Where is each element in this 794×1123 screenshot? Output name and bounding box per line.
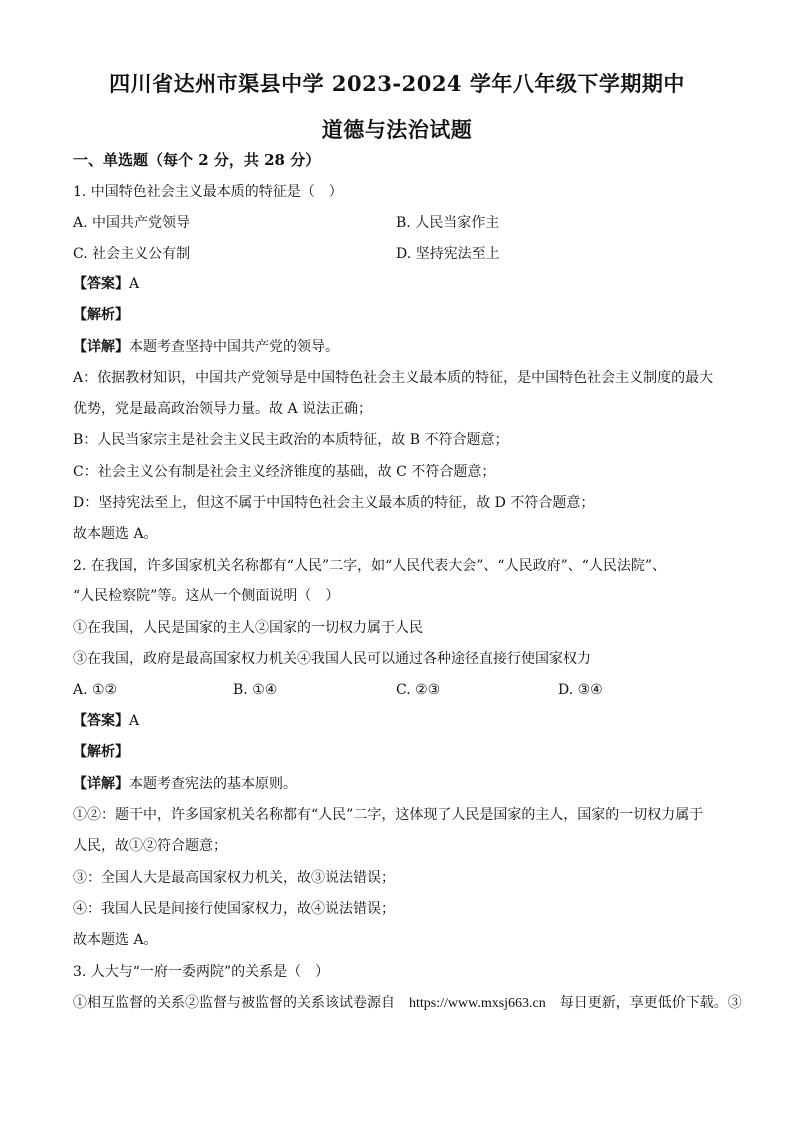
- question-3-items-end: 每日更新，享更低价下载。③: [559, 995, 742, 1011]
- question-1-explain-b: B：人民当家宗主是社会主义民主政治的本质特征，故 B 不符合题意；: [73, 432, 509, 448]
- question-1-stem: 1. 中国特色社会主义最本质的特征是（ ）: [73, 184, 343, 200]
- document-subtitle: 道德与法治试题: [321, 117, 473, 142]
- detail-text: 本题考查宪法的基本原则。: [129, 776, 297, 792]
- detail-tag: 【详解】: [73, 339, 129, 355]
- question-3-stem: 3. 人大与“一府一委两院”的关系是（ ）: [73, 964, 330, 980]
- question-1-explain-a-2: 优势，党是最高政治领导力量。故 A 说法正确；: [73, 401, 373, 417]
- question-2-answer: [73, 711, 139, 731]
- question-2-explain-3: ③：全国人大是最高国家权力机关，故③说法错误；: [73, 870, 395, 886]
- question-2-detail: [73, 774, 297, 794]
- question-2-option-c: C. ②③: [396, 682, 441, 698]
- question-1-detail: [73, 337, 339, 357]
- question-3-line-1: [73, 993, 742, 1014]
- source-url: https://www.mxsj663.cn: [409, 996, 546, 1011]
- question-1-option-d: D. 坚持宪法至上: [396, 246, 500, 262]
- question-2-conclusion: 故本题选 A。: [73, 932, 158, 948]
- answer-value: A: [129, 276, 140, 292]
- question-2-items-1-2: ①在我国，人民是国家的主人②国家的一切权力属于人民: [73, 620, 423, 636]
- detail-text: 本题考查坚持中国共产党的领导。: [129, 339, 339, 355]
- question-1-option-b: B. 人民当家作主: [396, 215, 500, 231]
- question-1-conclusion: 故本题选 A。: [73, 526, 158, 542]
- question-3-items-start: ①相互监督的关系②监督与被监督的关系该试卷源自: [73, 995, 395, 1011]
- answer-tag: 【答案】: [73, 276, 129, 292]
- question-1-option-c: C. 社会主义公有制: [73, 246, 191, 262]
- question-1-answer: [73, 274, 139, 294]
- answer-value: A: [129, 713, 140, 729]
- question-2-option-d: D. ③④: [558, 682, 603, 698]
- question-2-explain-4: ④：我国人民是间接行使国家权力，故④说法错误；: [73, 901, 395, 917]
- question-2-explain-12-a: ①②：题干中，许多国家机关名称都有“人民”二字，这体现了人民是国家的主人，国家的一切权力属于: [73, 807, 704, 823]
- question-2-items-3-4: ③在我国，政府是最高国家权力机关④我国人民可以通过各种途径直接行使国家权力: [73, 651, 591, 667]
- question-2-explain-12-b: 人民，故①②符合题意；: [73, 838, 227, 854]
- question-1-option-a: A. 中国共产党领导: [73, 215, 191, 231]
- section-heading: 一、单选题（每个 2 分，共 28 分）: [73, 151, 321, 169]
- answer-tag: 【答案】: [73, 713, 129, 729]
- detail-tag: 【详解】: [73, 776, 129, 792]
- question-1-explain-c: C：社会主义公有制是社会主义经济锥度的基础，故 C 不符合题意；: [73, 464, 496, 480]
- question-2-stem-1: 2. 在我国，许多国家机关名称都有“人民”二字，如“人民代表大会”、“人民政府”、“人民法院”、: [73, 558, 667, 574]
- question-1-explain-d: D：坚持宪法至上，但这不属于中国特色社会主义最本质的特征，故 D 不符合题意；: [73, 495, 595, 511]
- question-2-stem-2: “人民检察院”等。这从一个侧面说明（ ）: [73, 588, 340, 604]
- question-2-option-a: A. ①②: [73, 682, 118, 698]
- document-title: 四川省达州市渠县中学 2023-2024 学年八年级下学期期中: [109, 71, 685, 96]
- question-1-explain-a-1: A：依据教材知识，中国共产党领导是中国特色社会主义最本质的特征，是中国特色社会主义制度的最大: [73, 370, 714, 386]
- question-2-analysis-tag: 【解析】: [73, 744, 129, 760]
- question-2-option-b: B. ①④: [233, 682, 278, 698]
- question-1-analysis-tag: 【解析】: [73, 307, 129, 323]
